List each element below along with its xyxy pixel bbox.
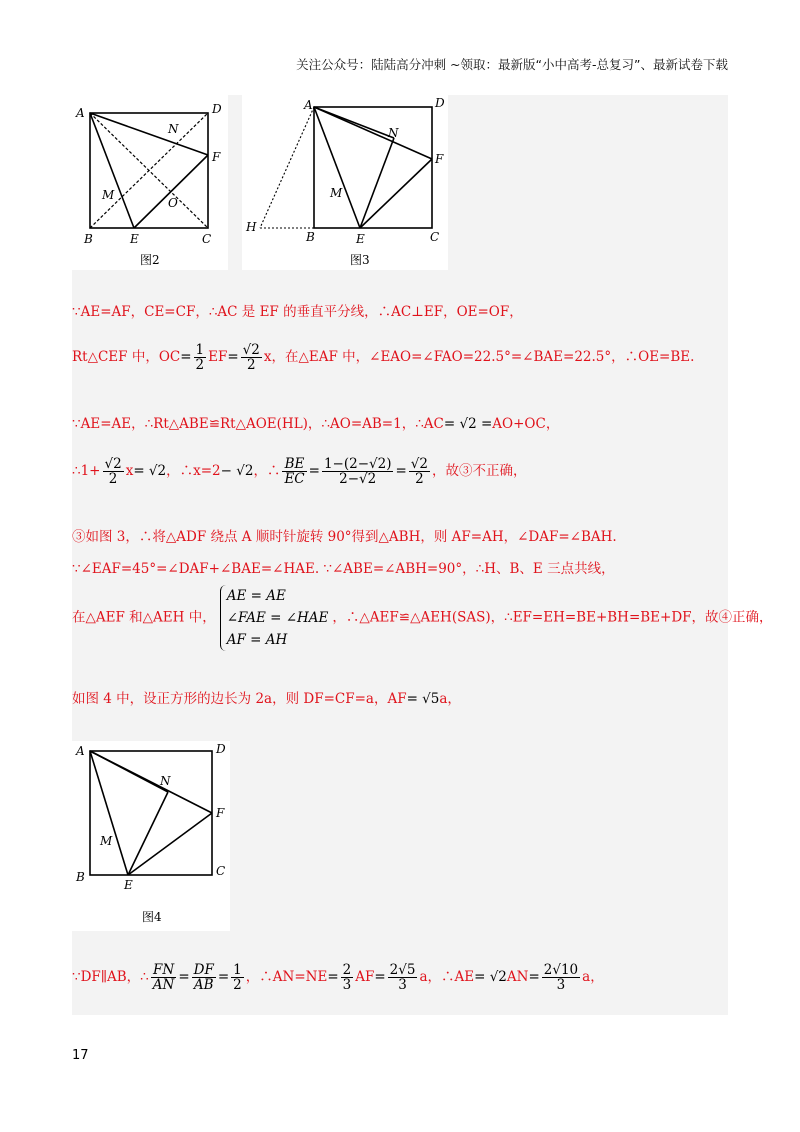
fig2-label-e: E: [130, 232, 139, 246]
fig2-label-f: F: [212, 150, 221, 164]
fig4-label-c: C: [216, 864, 226, 878]
l2-eq2: =: [227, 349, 239, 366]
l4-eq2: =: [308, 463, 320, 480]
l9-frac-fn-an: [151, 963, 177, 992]
l9-frac6-den: 3: [556, 977, 566, 994]
l2-eq: =: [180, 349, 192, 366]
l9-frac5-num: 2√5: [389, 962, 416, 978]
l9-frac6-num: 2√10: [543, 962, 579, 978]
fig3-label-a: A: [304, 98, 313, 112]
l4-text-e: ，故③不正确，: [431, 463, 527, 480]
l2-text-c: x，在△EAF 中，∠EAO=∠FAO=22.5°=∠BAE=22.5°，∴OE=BE.: [263, 349, 695, 366]
page-number: 17: [72, 1048, 89, 1063]
l9-text-e: AN: [506, 969, 529, 986]
l4-text-b: x: [125, 463, 134, 480]
l4-frac1-den: 2: [108, 471, 118, 488]
fig4-caption: 图4: [142, 910, 162, 924]
l7-text-b: ，∴△AEF≌△AEH(SAS)，∴EF=EH=BE+BH=BE+DF，故④正确，: [332, 609, 773, 626]
l8-text-a: 如图 4 中，设正方形的边长为 2a，则 DF=CF=a，AF: [72, 691, 407, 707]
l9-eq1: =: [178, 969, 190, 986]
solution-line-9: [72, 963, 604, 992]
l9-frac2-den: AB: [193, 977, 214, 994]
l9-eq5: = √2: [474, 969, 507, 986]
l9-frac4-den: 3: [342, 977, 352, 994]
l2-frac-half: [194, 343, 207, 372]
fig2-label-a: A: [76, 106, 85, 120]
fig3-label-c: C: [430, 230, 440, 244]
fig2-label-m: M: [102, 188, 115, 202]
figure-2-diagram: [72, 95, 228, 270]
l9-frac3-num: 1: [233, 962, 242, 978]
fig4-label-a: A: [76, 744, 85, 758]
l4-text-d: ，∴: [253, 463, 281, 480]
fig3-label-m: M: [330, 186, 343, 200]
solution-line-1: ∵AE=AF，CE=CF，∴AC 是 EF 的垂直平分线，∴AC⊥EF，OE=OF，: [72, 304, 523, 320]
figure-4-diagram: [72, 741, 230, 931]
figure-2: [72, 95, 228, 270]
l9-eq3: =: [327, 969, 339, 986]
system-eq-3: AF = AH: [226, 632, 288, 648]
system-eq-2: ∠FAE = ∠HAE: [226, 610, 329, 626]
fig3-caption: 图3: [350, 253, 370, 267]
l3-text-b: AO+OC，: [492, 416, 560, 432]
l4-frac-3: [322, 457, 394, 486]
l3-text-a: ∵AE=AE，∴Rt△ABE≌Rt△AOE(HL)，∴AO=AB=1，∴AC: [72, 416, 444, 432]
fig3-label-f: F: [435, 152, 444, 166]
content-area: [72, 95, 773, 1015]
page-header: 关注公众号：陆陆高分冲刺 ~领取：最新版“小中高考-总复习”、最新试卷下载: [296, 57, 728, 72]
l4-frac3-den: 2−√2: [339, 471, 377, 488]
solution-line-6: ∵∠EAF=45°=∠DAF+∠BAE=∠HAE. ∵∠ABE=∠ABH=90°，∴H、B、E 三点共线，: [72, 561, 615, 577]
l8-eq: = √5: [406, 691, 440, 707]
l4-frac-1: [103, 457, 124, 486]
l9-frac5-den: 3: [398, 977, 407, 994]
solution-line-4: [72, 457, 526, 486]
solution-line-2: [72, 343, 694, 372]
l9-frac-2root5: [388, 963, 418, 992]
figure-4: [72, 741, 230, 931]
fig2-label-d: D: [212, 102, 222, 116]
l4-frac4-num: √2: [410, 456, 428, 472]
l9-eq4: =: [374, 969, 386, 986]
fig2-label-n: N: [168, 122, 179, 136]
l2-frac2-den: 2: [246, 357, 256, 374]
fig2-label-b: B: [84, 232, 93, 246]
fig3-label-b: B: [306, 230, 315, 244]
fig3-label-e: E: [356, 232, 365, 246]
l4-frac2-den: EC: [284, 471, 305, 488]
fig3-label-h: H: [246, 220, 257, 234]
solution-line-5: ③如图 3，∴将△ADF 绕点 A 顺时针旋转 90°得到△ABH，则 AF=AH，∠DAF=∠BAH.: [72, 529, 617, 545]
l4-text-c: ，∴x=2: [166, 463, 221, 480]
l3-eq: = √2 =: [443, 416, 493, 432]
figure-3-diagram: [242, 95, 448, 270]
l4-frac4-den: 2: [415, 471, 424, 488]
l9-frac-2root10: [542, 963, 580, 992]
solution-line-8: [72, 687, 461, 707]
l9-frac1-den: AN: [152, 977, 175, 994]
l8-text-b: a，: [439, 691, 461, 707]
l9-text-a: ∵DF∥AB，∴: [72, 969, 149, 986]
l4-eq3: =: [395, 463, 407, 480]
fig2-label-o: O: [168, 196, 178, 210]
fig3-label-n: N: [388, 126, 399, 140]
l9-frac-two-thirds: [341, 963, 354, 992]
fig2-caption: 图2: [140, 253, 160, 267]
l2-frac-num: 1: [195, 342, 205, 358]
l4-frac2-num: BE: [282, 457, 306, 472]
l9-text-d: a，∴AE: [419, 969, 475, 986]
l9-frac-half: [231, 963, 244, 992]
l4-minus: − √2: [220, 463, 254, 480]
fig4-label-m: M: [100, 834, 113, 848]
l9-text-f: a，: [582, 969, 604, 986]
solution-line-3: [72, 412, 559, 432]
fig3-label-d: D: [435, 96, 445, 110]
l2-text-a: Rt△CEF 中，OC: [72, 349, 181, 366]
l9-text-b: ，∴AN=NE: [245, 969, 328, 986]
fig4-label-f: F: [216, 806, 225, 820]
fig2-label-c: C: [202, 232, 212, 246]
fig4-label-d: D: [216, 742, 226, 756]
equation-system: [220, 585, 329, 651]
l4-frac-be-ec: [282, 457, 306, 486]
l4-frac-4: [409, 457, 430, 486]
l9-frac2-num: DF: [193, 962, 214, 978]
fig4-label-e: E: [124, 878, 133, 892]
l9-frac4-num: 2: [342, 962, 352, 978]
l9-text-c: AF: [355, 969, 375, 986]
l2-frac2-num: √2: [242, 342, 260, 358]
solution-line-7: [72, 585, 773, 651]
l2-text-b: EF: [208, 349, 228, 366]
fig4-label-n: N: [160, 774, 171, 788]
l9-frac3-den: 2: [233, 977, 242, 994]
l4-eq: = √2: [133, 463, 167, 480]
l2-frac-root2: [241, 343, 262, 372]
l9-frac1-num: FN: [151, 963, 177, 978]
l4-frac1-num: √2: [104, 456, 122, 472]
l4-text-a: ∴1+: [72, 463, 101, 480]
figure-3: [242, 95, 448, 270]
l2-frac-den: 2: [195, 357, 205, 374]
fig4-label-b: B: [76, 870, 85, 884]
l9-frac-df-ab: [192, 963, 216, 992]
system-eq-1: AE = AE: [226, 588, 286, 604]
l9-eq6: =: [528, 969, 540, 986]
l4-frac3-num: 1−(2−√2): [323, 456, 392, 472]
l9-eq2: =: [217, 969, 230, 986]
l7-text-a: 在△AEF 和△AEH 中，: [72, 609, 216, 626]
